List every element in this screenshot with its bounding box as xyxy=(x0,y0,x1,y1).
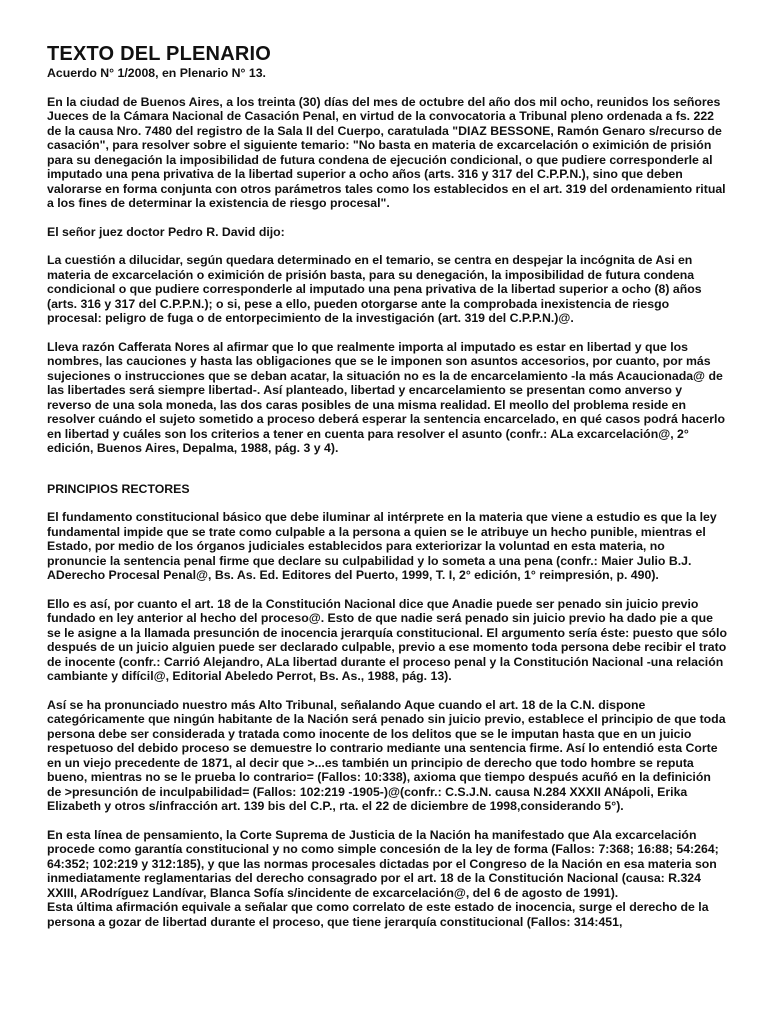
paragraph-intro-4: Lleva razón Cafferata Nores al afirmar que lo que realmente importa al imputado es estar en libertad y que los nombres, las cauciones y hasta las obligaciones que se le imponen son asuntos accesorios, por cuanto, por más sujeciones o instrucciones que se deban acatar, la situación no es la de encarcelamiento -la más Acaucionada@ de las libertades será siempre libertad-. Así planteado, libertad y encarcelamiento se presentan como anverso y reverso de una sola moneda, las dos caras posibles de una misma realidad. El meollo del problema reside en resolver cuándo el sujeto sometido a proceso deberá esperar la sentencia encarcelado, en qué casos podrá hacerlo en libertad y cuáles son los criterios a tener en cuenta para resolver el asunto (confr.: ALa excarcelación@, 2° edición, Buenos Aires, Depalma, 1988, pág. 3 y 4). xyxy=(47,339,725,455)
paragraph-section-2: Ello es así, por cuanto el art. 18 de la Constitución Nacional dice que Anadie puede ser penado sin juicio previo fundado en ley anterior al hecho del proceso@. Esto de que nadie será penado sin juicio previo ha dado pie a que se le asigne a la llamada presunción de inocencia jerarquía constitucional. El argumento sería éste: puesto que sólo después de un juicio alguien puede ser declarado culpable, previo a ese momento toda persona debe recibir el trato de inocente (confr.: Carrió Alejandro, ALa libertad durante el proceso penal y la Constitución Nacional -una relación cambiante y difícil@, Editorial Abeledo Perrot, Bs. As., 1988, pág. 13). xyxy=(47,596,727,683)
paragraph-intro-3: La cuestión a dilucidar, según quedara determinado en el temario, se centra en despejar la incógnita de Asi en materia de excarcelación o eximición de prisión basta, para su denegación, la imposibilidad de futura condena condicional o que pudiere corresponderle al imputado una pena privativa de la libertad superior a ocho (8) años (arts. 316 y 317 del C.P.P.N.); o si, pese a ello, pueden otorgarse ante la comprobada inexistencia de riesgo procesal: peligro de fuga o de entorpecimiento de la investigación (art. 319 del C.P.P.N.)@. xyxy=(47,253,702,325)
paragraph-section-1: El fundamento constitucional básico que debe iluminar al intérprete en la materia que viene a estudio es que la ley fundamental impide que se trate como culpable a la persona a quien se le atribuye un hecho punible, mientras el Estado, por medio de los órganos judiciales establecidos para exteriorizar la voluntad en esta materia, no pronuncie la sentencia penal firme que declare su culpabilidad y lo someta a una pena (confr.: Maier Julio B.J. ADerecho Procesal Penal@, Bs. As. Ed. Editores del Puerto, 1999, T. I, 2° edición, 1° reimpresión, p. 490). xyxy=(47,510,717,582)
document-subtitle: Acuerdo N° 1/2008, en Plenario N° 13. xyxy=(47,66,266,80)
paragraph-intro-1: En la ciudad de Buenos Aires, a los treinta (30) días del mes de octubre del año dos mil ocho, reunidos los señores Jueces de la Cámara Nacional de Casación Penal, en virtud de la convocatoria a Tribunal pleno ordenada a fs. 222 de la causa Nro. 7480 del registro de la Sala II del Cuerpo, caratulada "DIAZ BESSONE, Ramón Genaro s/recurso de casación", para resolver sobre el siguiente temario: "No basta en materia de excarcelación o eximición de prisión para su denegación la imposibilidad de futura condena de ejecución condicional, o que pudiere corresponderle al imputado una pena privativa de la libertad superior a ocho años (arts. 316 y 317 del C.P.P.N.), sino que deben valorarse en forma conjunta con otros parámetros tales como los establecidos en el art. 319 del ordenamiento ritual a los fines de determinar la existencia de riesgo procesal". xyxy=(47,94,726,210)
paragraph-section-4: En esta línea de pensamiento, la Corte Suprema de Justicia de la Nación ha manifestado que Ala excarcelación procede como garantía constitucional y no como simple concesión de la ley de forma (Fallos: 7:368; 16:88; 54:264; 64:352; 102:219 y 312:185), y que las normas procesales dictadas por el Congreso de la Nación en esa materia son inmediatamente reglamentarias del derecho consagrado por el art. 18 de la Constitución Nacional (causa: R.324 XXIII, ARodríguez Landívar, Blanca Sofía s/incidente de excarcelación@, del 6 de agosto de 1991). xyxy=(47,827,719,900)
paragraph-intro-2: El señor juez doctor Pedro R. David dijo: xyxy=(47,224,285,239)
paragraph-section-3: Así se ha pronunciado nuestro más Alto Tribunal, señalando Aque cuando el art. 18 de la C.N. dispone categóricamente que ningún habitante de la Nación será penado sin juicio previo, establece el principio de que toda persona debe ser considerada y tratada como inocente de los delitos que se le imputan hasta que en un juicio respetuoso del debido proceso se demuestre lo contrario mediante una sentencia firme. Así lo entendió esta Corte en un viejo precedente de 1871, al decir que >...es también un principio de derecho que todo hombre se reputa bueno, mientras no se le prueba lo contrario= (Fallos: 10:338), axioma que tiempo después acuñó en la definición de >presunción de inculpabilidad= (Fallos: 102:219 -1905-)@(confr.: C.S.J.N. causa N.284 XXXII ANápoli, Erika Elizabeth y otros s/infracción art. 139 bis del C.P., rta. el 22 de diciembre de 1998,considerando 5°). xyxy=(47,697,726,813)
document-title: TEXTO DEL PLENARIO xyxy=(47,43,272,65)
section-heading: PRINCIPIOS RECTORES xyxy=(47,481,190,496)
document-page xyxy=(47,42,727,929)
paragraph-section-5: Esta última afirmación equivale a señalar que como correlato de este estado de inocencia, surge el derecho de la persona a gozar de libertad durante el proceso, que tiene jerarquía constitucional (Fallos: 314:451, xyxy=(47,900,709,929)
